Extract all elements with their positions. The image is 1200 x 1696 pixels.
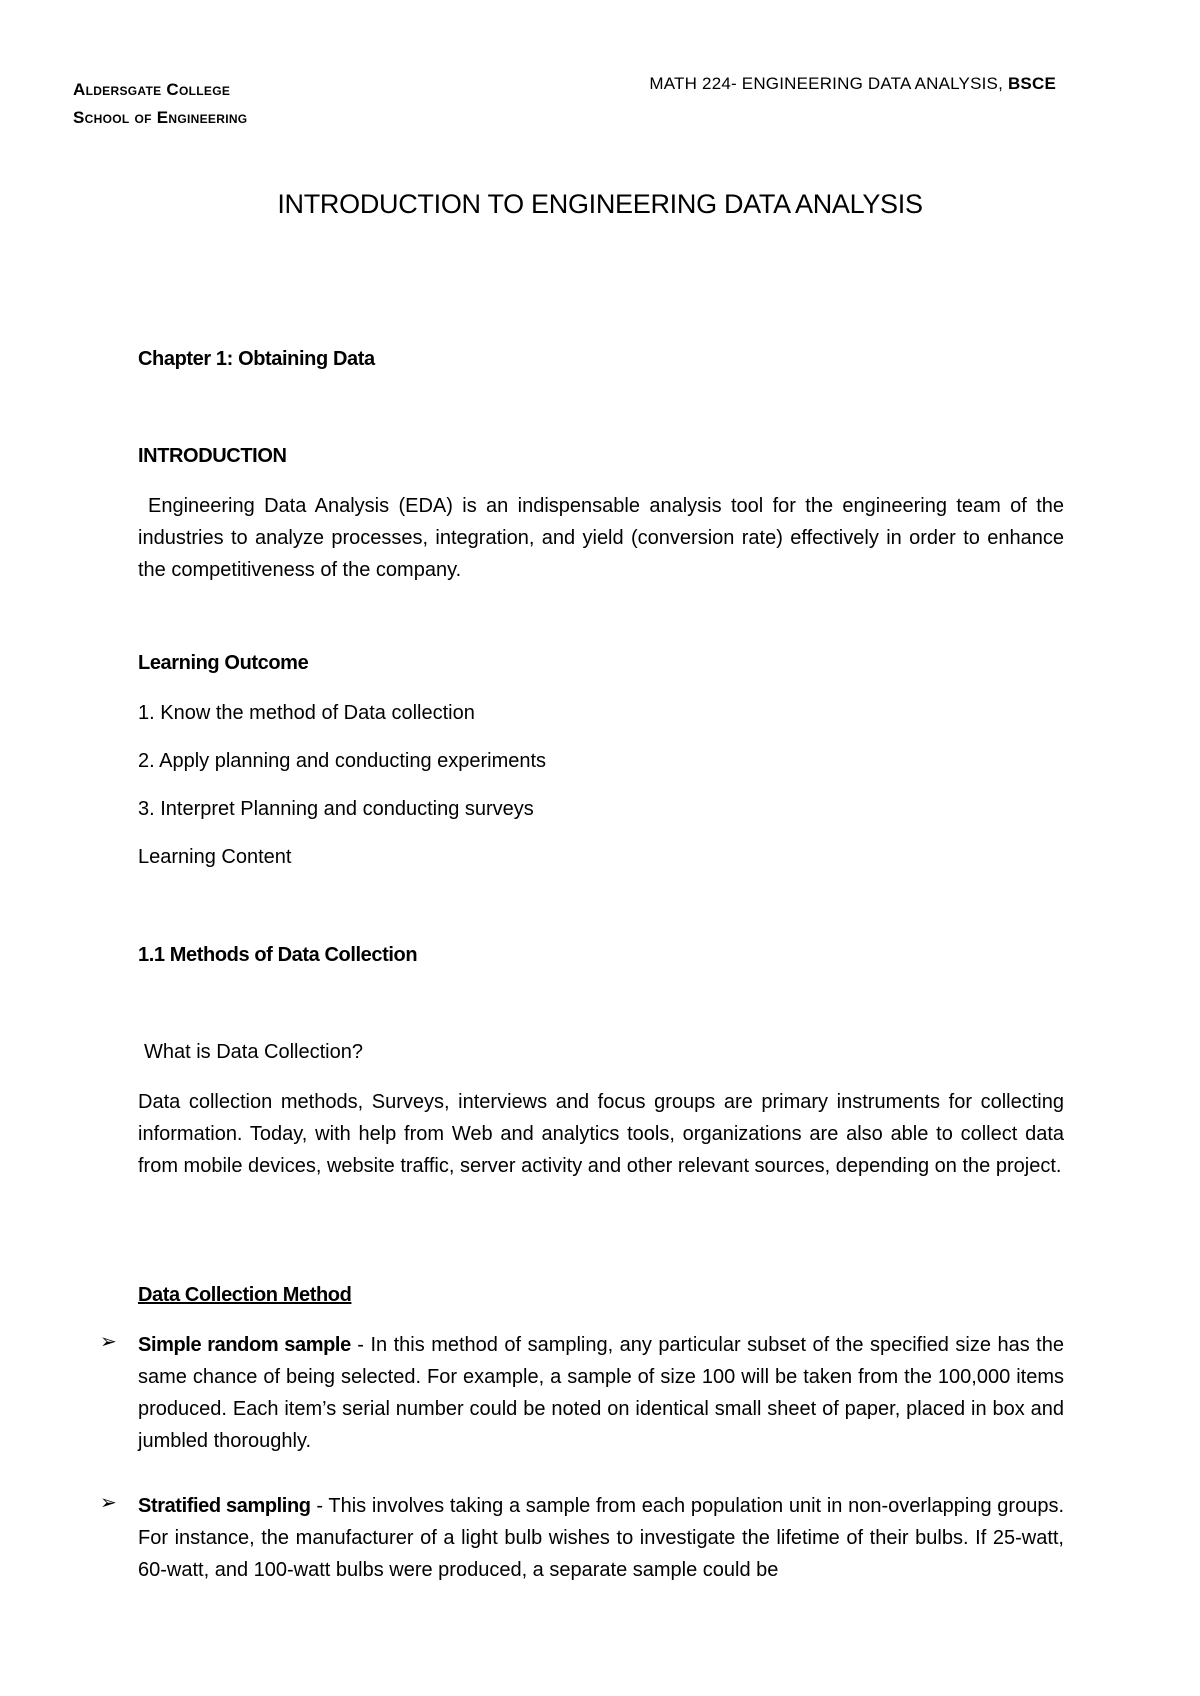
intro-heading: INTRODUCTION — [138, 445, 287, 467]
intro-paragraph: Engineering Data Analysis (EDA) is an indispensable analysis tool for the engineering team of the industries to analyze processes, integration, and yield (conversion rate) effectively in order to enhance the competitiveness of the company. — [138, 495, 1064, 581]
header-course — [649, 74, 1056, 94]
school-name: School of Engineering — [73, 108, 248, 127]
outcome-item: 1. Know the method of Data collection — [138, 702, 475, 724]
outcome-item: 3. Interpret Planning and conducting surveys — [138, 798, 534, 820]
method-text: - In this method of sampling, any particular subset of the specified size has the same chance of being selected. For example, a sample of size 100 will be taken from the 100,000 items produced. Each item’s serial number could be noted on identical small sheet of paper, placed in box and jumbled thoroughly. — [138, 1334, 1064, 1452]
data-collection-method-heading: Data Collection Method — [138, 1284, 352, 1306]
method-term: Simple random sample — [138, 1334, 351, 1356]
chapter-heading: Chapter 1: Obtaining Data — [138, 348, 375, 370]
data-collection-paragraph: Data collection methods, Surveys, interviews and focus groups are primary instruments for collecting information. Today, with help from Web and analytics tools, organizations are also able to collect data from mobile devices, website traffic, server activity and other relevant sources, depending on the project. — [138, 1091, 1064, 1177]
arrow-bullet-icon: ➢ — [100, 1492, 117, 1514]
learning-content-label: Learning Content — [138, 846, 292, 868]
course-code: MATH 224- ENGINEERING DATA ANALYSIS, — [649, 74, 1004, 93]
college-name: Aldersgate College — [73, 80, 231, 99]
method-term: Stratified sampling — [138, 1495, 311, 1517]
method-item-simple-random — [138, 1329, 1064, 1457]
document-title: INTRODUCTION TO ENGINEERING DATA ANALYSIS — [277, 189, 923, 219]
section-heading-1-1: 1.1 Methods of Data Collection — [138, 944, 418, 966]
header-institution — [73, 76, 247, 132]
arrow-bullet-icon: ➢ — [100, 1331, 117, 1353]
data-collection-question: What is Data Collection? — [144, 1041, 363, 1063]
method-item-stratified — [138, 1490, 1064, 1586]
learning-outcome-list — [138, 697, 1064, 873]
outcome-item: 2. Apply planning and conducting experiments — [138, 750, 547, 772]
method-text: - This involves taking a sample from each population unit in non-overlapping groups. For instance, the manufacturer of a light bulb wishes to investigate the lifetime of their bulbs. If 25-watt, 60-watt, and 100-watt bulbs were produced, a separate sample could be — [138, 1495, 1065, 1581]
learning-outcome-heading: Learning Outcome — [138, 652, 309, 674]
program-code: BSCE — [1007, 74, 1056, 93]
